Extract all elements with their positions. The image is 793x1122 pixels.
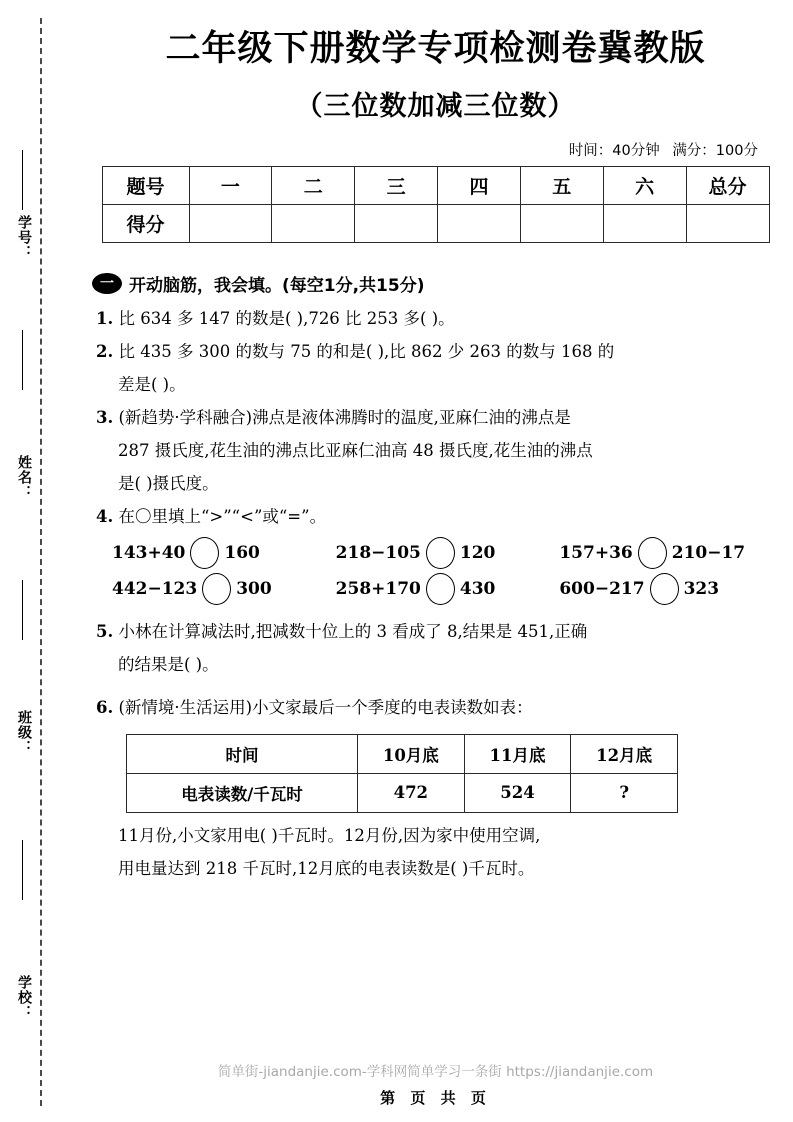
compare-row-2 (112, 573, 793, 605)
score-cell-3[interactable] (355, 204, 438, 242)
compare-circle-3[interactable] (638, 537, 667, 569)
score-cell-6[interactable] (603, 204, 686, 242)
question-5-number: 5. (96, 621, 114, 641)
compare-item-5-left: 258+170 (335, 578, 421, 599)
question-3-text-1: (新趋势·学科融合)沸点是液体沸腾时的温度,亚麻仁油的沸点是 (118, 407, 571, 427)
question-3-line-3: 是( )摄氏度。 (118, 473, 219, 493)
question-5-line-1 (96, 615, 781, 648)
question-6 (96, 691, 793, 724)
compare-item-2 (336, 537, 560, 569)
question-6-followup-line-1: 11月份,小文家用电( )千瓦时。12月份,因为家中使用空调, (118, 825, 541, 845)
score-table-col-total: 总分 (686, 166, 769, 204)
score-table-col-5: 五 (520, 166, 603, 204)
question-6-line-1 (96, 691, 781, 724)
margin-label-student-id: 学号： (16, 215, 32, 260)
meter-row-label: 电表读数/千瓦时 (127, 773, 358, 812)
score-cell-4[interactable] (438, 204, 521, 242)
exam-time-label: 时间：40分钟 (568, 142, 660, 159)
question-3-line-1 (96, 401, 781, 434)
question-1-number: 1. (96, 308, 114, 328)
question-1-text: 比 634 多 147 的数是( ),726 比 253 多( )。 (118, 308, 455, 328)
compare-item-2-right: 120 (459, 542, 496, 563)
meter-value-oct: 472 (358, 773, 465, 812)
meter-header-time: 时间 (127, 734, 358, 773)
page-subtitle: （三位数加减三位数） (295, 90, 576, 122)
compare-item-4-right: 300 (236, 578, 272, 599)
margin-rule-3 (22, 580, 23, 640)
meter-header-dec: 12月底 (571, 734, 678, 773)
exam-sheet (78, 0, 793, 1122)
score-table-col-6: 六 (603, 166, 686, 204)
question-6-followup (118, 819, 793, 885)
score-table-col-1: 一 (189, 166, 272, 204)
compare-item-1 (112, 537, 336, 569)
compare-item-5 (336, 573, 560, 605)
score-table-rowhead-score: 得分 (102, 204, 189, 242)
question-3-number: 3. (96, 407, 114, 427)
question-5-text-1: 小林在计算减法时,把减数十位上的 3 看成了 8,结果是 451,正确 (118, 621, 588, 641)
question-3 (96, 401, 793, 500)
compare-item-6-left: 600−217 (559, 578, 645, 599)
score-cell-total[interactable] (686, 204, 769, 242)
question-2-line-1 (96, 335, 781, 368)
compare-item-3 (559, 537, 783, 569)
compare-item-6 (559, 573, 783, 605)
question-1 (96, 302, 793, 335)
meter-reading-table (126, 734, 678, 813)
question-2 (96, 335, 793, 401)
compare-item-2-left: 218−105 (335, 542, 421, 563)
margin-label-class: 班级： (16, 710, 32, 755)
score-table-col-3: 三 (355, 166, 438, 204)
margin-label-school: 学校： (16, 975, 32, 1020)
score-table-header-row (102, 166, 769, 204)
compare-item-3-right: 210−17 (671, 542, 746, 563)
score-table-score-row (102, 204, 769, 242)
score-cell-5[interactable] (520, 204, 603, 242)
meter-value-dec: ? (571, 773, 678, 812)
binder-dashed-line (40, 18, 42, 1106)
margin-rule-2 (22, 330, 23, 390)
meter-table-value-row (127, 773, 678, 812)
score-table (102, 166, 770, 243)
compare-item-5-right: 430 (459, 578, 496, 599)
compare-circle-2[interactable] (426, 537, 455, 569)
question-5 (96, 615, 793, 681)
question-4-number: 4. (96, 506, 114, 526)
page-footer (78, 1060, 793, 1108)
meter-table-header-row (127, 734, 678, 773)
compare-circle-6[interactable] (650, 573, 679, 605)
margin-rule-1 (22, 150, 23, 210)
compare-row-1 (112, 537, 793, 569)
question-2-line-2: 差是( )。 (118, 374, 186, 394)
score-cell-2[interactable] (272, 204, 355, 242)
question-1-line-1 (96, 302, 781, 335)
section-number-badge: 一 (92, 273, 122, 294)
question-5-line-2: 的结果是( )。 (118, 654, 219, 674)
compare-circle-1[interactable] (190, 537, 219, 569)
score-table-col-4: 四 (438, 166, 521, 204)
question-3-line-2: 287 摄氏度,花生油的沸点比亚麻仁油高 48 摄氏度,花生油的沸点 (118, 440, 593, 460)
page-title: 二年级下册数学专项检测卷冀教版 (165, 29, 706, 69)
watermark-text: 简单街-jiandanjie.com-学科网简单学习一条街 https://jiandanjie.com (217, 1064, 654, 1080)
binder-margin (0, 0, 78, 1122)
title-block (78, 0, 793, 123)
exam-meta (78, 139, 793, 160)
score-cell-1[interactable] (189, 204, 272, 242)
compare-item-4 (112, 573, 336, 605)
question-4-line-1 (96, 500, 781, 533)
compare-item-1-left: 143+40 (112, 542, 186, 563)
score-table-rowhead-number: 题号 (102, 166, 189, 204)
exam-total-label: 满分：100分 (672, 142, 758, 159)
margin-rule-4 (22, 840, 23, 900)
question-6-text: (新情境·生活运用)小文家最后一个季度的电表读数如表： (118, 697, 533, 717)
compare-item-1-right: 160 (224, 542, 260, 563)
question-4-text: 在〇里填上“>”“<”或“=”。 (118, 506, 327, 526)
section-one-heading (92, 271, 793, 296)
compare-circle-4[interactable] (202, 573, 231, 605)
compare-item-3-left: 157+36 (559, 542, 633, 563)
question-2-number: 2. (96, 341, 114, 361)
margin-label-name: 姓名： (16, 455, 32, 500)
meter-header-nov: 11月底 (464, 734, 571, 773)
score-table-col-2: 二 (272, 166, 355, 204)
question-6-number: 6. (96, 697, 114, 717)
page-number-label: 第 页 共 页 (380, 1089, 491, 1107)
section-one-title: 开动脑筋，我会填。(每空1分,共15分) (129, 275, 425, 296)
compare-circle-5[interactable] (426, 573, 455, 605)
question-6-followup-line-2: 用电量达到 218 千瓦时,12月底的电表读数是( )千瓦时。 (118, 858, 535, 878)
compare-item-6-right: 323 (683, 578, 720, 599)
question-2-text-1: 比 435 多 300 的数与 75 的和是( ),比 862 少 263 的数与 168 的 (118, 341, 615, 361)
compare-item-4-left: 442−123 (112, 578, 198, 599)
meter-header-oct: 10月底 (358, 734, 465, 773)
question-4 (96, 500, 793, 533)
meter-value-nov: 524 (464, 773, 571, 812)
